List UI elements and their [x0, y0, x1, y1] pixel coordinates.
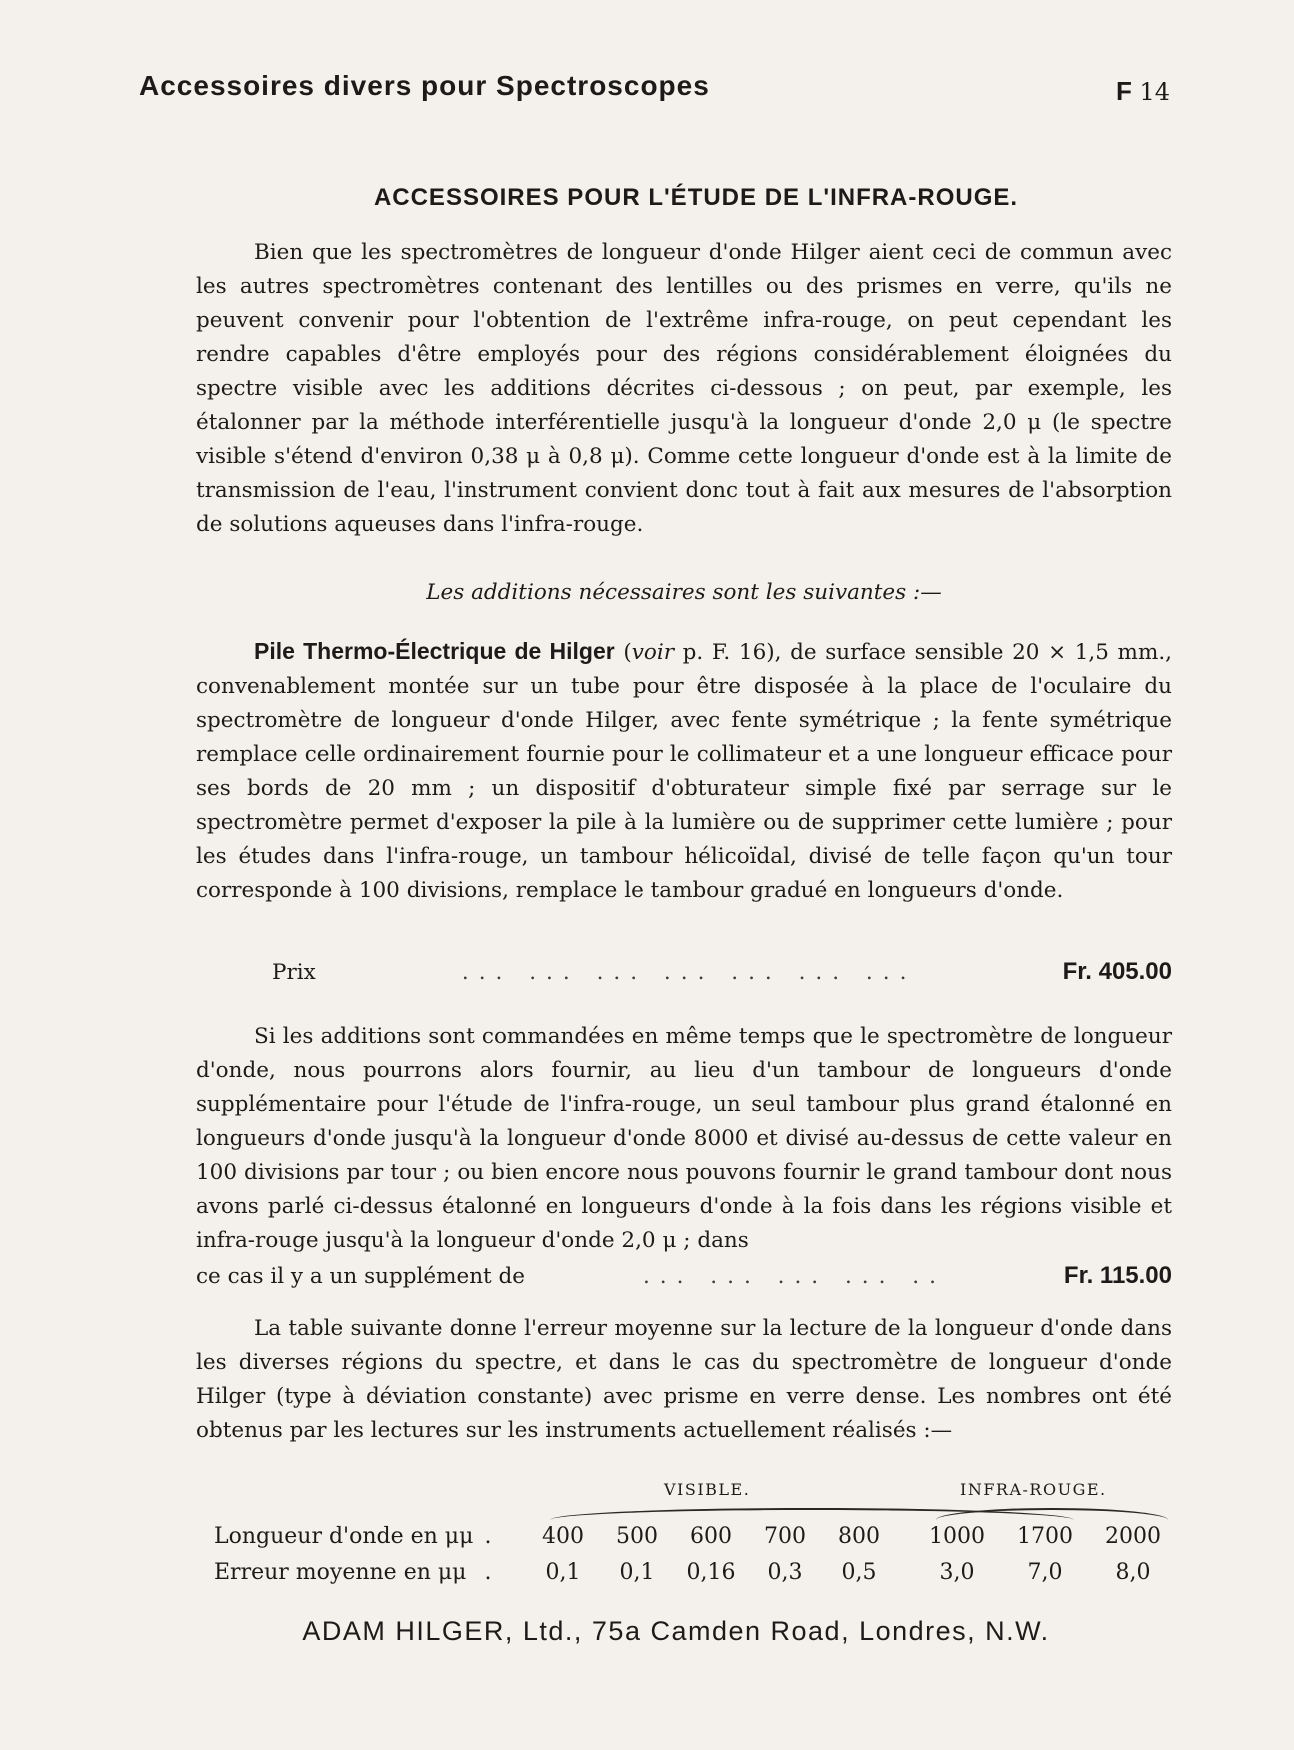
wavelength-cell: 600 — [690, 1524, 732, 1549]
error-cell: 0,3 — [767, 1560, 803, 1585]
group-infrared-heading: INFRA-ROUGE. — [960, 1480, 1107, 1499]
price-label: Prix — [272, 960, 316, 985]
error-cell: 0,1 — [619, 1560, 655, 1585]
options-paragraph: Si les additions sont commandées en même temps que le spectromètre de longueur d'onde, nous pourrons alors fournir, au lieu d'un tambour de longueurs d'onde supplémentaire pour l'étude de l'infra-rouge, un seul tambour plus grand étalonné en longueurs d'onde jusqu'à la longueur d'onde 8000 et divisé au-dessus de cette valeur en 100 divisions par tour ; ou bien encore nous pouvons fournir le grand tambour dont nous avons parlé ci-dessus étalonné en longueurs d'onde à la fois dans les régions visible et infra-rouge jusqu'à la longueur d'onde 2,0 μ ; dans — [196, 1024, 1172, 1253]
item-description: , de surface sensible 20 × 1,5 mm., convenablement montée sur un tube pour être disposée à la place de l'oculaire du spectromètre de longueur d'onde Hilger, avec fente symétrique ; la fente symétrique remplace celle ordinairement fournie pour le collimateur et a une longueur efficace pour ses bords de 20 mm ; un dispositif d'obturateur simple fixé par serrage sur le spectromètre permet d'exposer la pile à la lumière ou de supprimer cette lumière ; pour les études dans l'infra-rouge, un tambour hélicoïdal, divisé de telle façon qu'un tour corresponde à 100 divisions, remplace le tambour gradué en longueurs d'onde. — [196, 640, 1173, 903]
price-row-supplement — [196, 1262, 1172, 1290]
table-row-error — [210, 1560, 1172, 1594]
price-leader-dots: ... ... ... ... .. — [642, 1264, 946, 1289]
item-name: Pile Thermo-Électrique de Hilger — [254, 638, 615, 664]
wavelength-cell: 400 — [542, 1524, 584, 1549]
wavelength-cell: 800 — [838, 1524, 880, 1549]
item-ref-open: ( — [623, 640, 632, 665]
error-cell: 0,1 — [545, 1560, 581, 1585]
price-leader-dots: ... ... ... ... ... ... ... — [461, 960, 917, 985]
price-row-thermopile — [196, 958, 1172, 986]
error-cell: 7,0 — [1027, 1560, 1063, 1585]
error-cell: 8,0 — [1115, 1560, 1151, 1585]
item-ref-rest: p. F. 16) — [674, 640, 775, 665]
group-visible-heading: VISIBLE. — [664, 1480, 751, 1499]
supplement-price: Fr. 115.00 — [1063, 1262, 1172, 1289]
supplement-text: ce cas il y a un supplément de — [196, 1264, 525, 1289]
row-separator: . — [484, 1560, 492, 1585]
table-intro-paragraph: La table suivante donne l'erreur moyenne sur la lecture de la longueur d'onde dans les diverses régions du spectre, et dans le cas du spectromètre de longueur d'onde Hilger (type à déviation constante) avec prisme en verre dense. Les nombres ont été obtenus par les lectures sur les instruments actuellement réalisés :— — [196, 1316, 1172, 1443]
section-letter: F — [1116, 76, 1132, 106]
row-label: Longueur d'onde en μμ — [214, 1524, 474, 1549]
row-label: Erreur moyenne en μμ — [214, 1560, 467, 1585]
section-title: ACCESSOIRES POUR L'ÉTUDE DE L'INFRA-ROUGE. — [373, 184, 1019, 211]
publisher-footer: ADAM HILGER, Ltd., 75a Camden Road, Londres, N.W. — [302, 1616, 1050, 1646]
item-ref-italic: voir — [631, 640, 674, 665]
additions-intro: Les additions nécessaires sont les suivantes :— — [426, 580, 942, 605]
table-row-wavelength — [210, 1524, 1172, 1558]
price-value: Fr. 405.00 — [1062, 958, 1172, 985]
page-reference — [1116, 76, 1170, 107]
running-header-title: Accessoires divers pour Spectroscopes — [139, 70, 710, 101]
wavelength-cell: 1700 — [1017, 1524, 1073, 1549]
error-cell: 0,5 — [841, 1560, 877, 1585]
item-paragraph — [196, 634, 1172, 908]
row-separator: . — [484, 1524, 492, 1549]
page-number: 14 — [1139, 78, 1171, 106]
error-cell: 0,16 — [686, 1560, 736, 1585]
wavelength-cell: 2000 — [1105, 1524, 1161, 1549]
wavelength-cell: 1000 — [929, 1524, 985, 1549]
intro-paragraph: Bien que les spectromètres de longueur d'onde Hilger aient ceci de commun avec les autres spectromètres contenant des lentilles ou des prismes en verre, qu'ils ne peuvent convenir pour l'obtention de l'extrême infra-rouge, on peut cependant les rendre capables d'être employés pour des régions considérablement éloignées du spectre visible avec les additions décrites ci-dessous ; on peut, par exemple, les étalonner par la méthode interférentielle jusqu'à la longueur d'onde 2,0 μ (le spectre visible s'étend d'environ 0,38 μ à 0,8 μ). Comme cette longueur d'onde est à la limite de transmission de l'eau, l'instrument convient donc tout à fait aux mesures de l'absorption de solutions aqueuses dans l'infra-rouge. — [196, 240, 1172, 537]
wavelength-cell: 500 — [616, 1524, 658, 1549]
error-cell: 3,0 — [939, 1560, 975, 1585]
wavelength-cell: 700 — [764, 1524, 806, 1549]
